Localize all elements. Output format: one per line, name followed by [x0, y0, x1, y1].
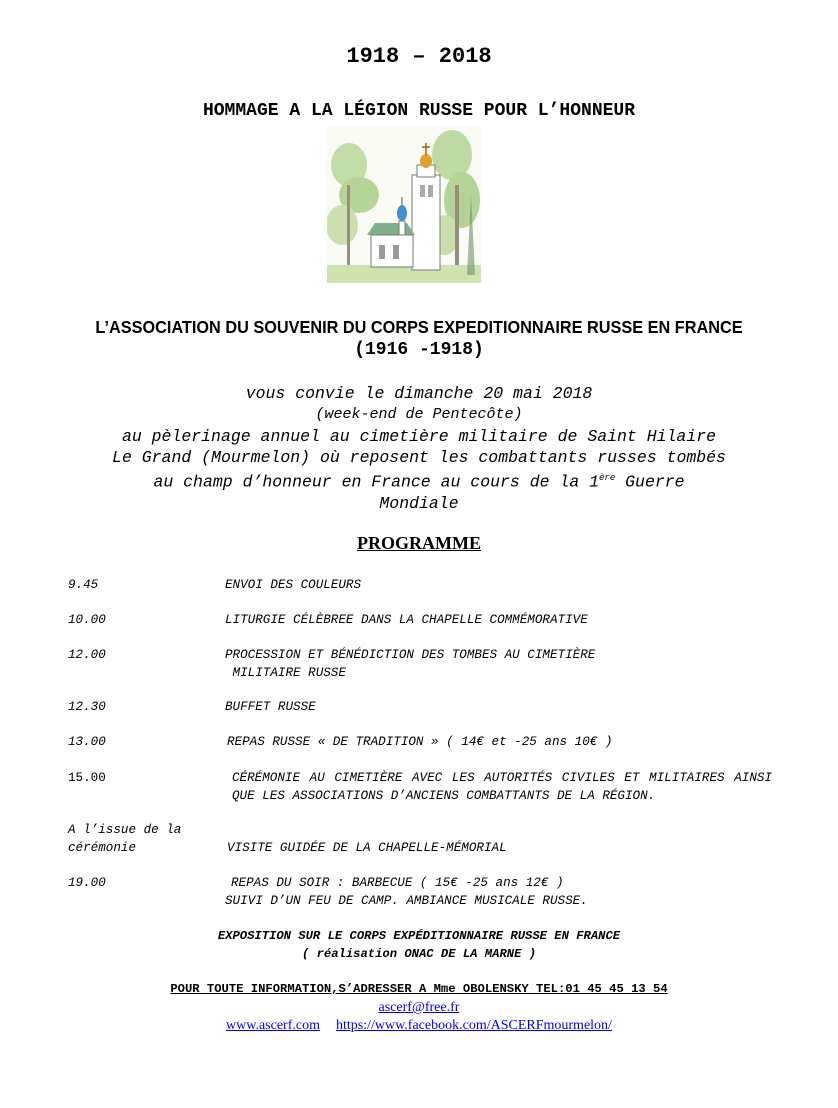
invitation-line: Le Grand (Mourmelon) où reposent les combattants russes tombés [112, 447, 726, 467]
programme-time: 13.00 [68, 735, 106, 749]
page-title: 1918 – 2018 [346, 44, 492, 69]
invitation-line: vous convie le dimanche 20 mai 2018 [245, 384, 593, 403]
programme-text: LITURGIE CÉLÈBREE DANS LA CHAPELLE COMMÉMORATIVE [225, 613, 588, 627]
programme-time: 19.00 [68, 876, 106, 890]
programme-text: BUFFET RUSSE [225, 700, 316, 714]
programme-time: A l’issue de la cérémonie [68, 823, 182, 855]
invitation-line: au champ d’honneur en France au cours de la 1ère Guerre [153, 472, 685, 492]
programme-text: CÉRÉMONIE AU CIMETIÈRE AVEC LES AUTORITÉS CIVILES ET MILITAIRES AINSI QUE LES ASSOCIATIONS D’ANCIENS COMBATTANTS DE LA RÉGION. [232, 771, 772, 803]
association-name: L’ASSOCIATION DU SOUVENIR DU CORPS EXPEDITIONNAIRE RUSSE EN FRANCE [95, 317, 743, 337]
programme-heading: PROGRAMME [357, 533, 481, 553]
programme-time: 15.00 [68, 771, 106, 785]
invitation-line: Mondiale [379, 493, 459, 513]
programme-time: 9.45 [68, 578, 99, 592]
programme-text: VISITE GUIDÉE DE LA CHAPELLE-MÉMORIAL [227, 841, 507, 855]
association-years: (1916 -1918) [354, 340, 484, 360]
programme-time: 10.00 [68, 613, 106, 627]
subtitle: HOMMAGE A LA LÉGION RUSSE POUR L’HONNEUR [202, 101, 636, 121]
programme-text: PROCESSION ET BÉNÉDICTION DES TOMBES AU CIMETIÈRE MILITAIRE RUSSE [225, 648, 596, 680]
programme-time: 12.00 [68, 648, 106, 662]
email-link[interactable]: ascerf@free.fr [378, 1000, 460, 1015]
programme-text: REPAS RUSSE « DE TRADITION » ( 14€ et -25 ans 10€ ) [227, 735, 613, 749]
invitation-line: (week-end de Pentecôte) [315, 406, 523, 424]
invitation-line: au pèlerinage annuel au cimetière militaire de Saint Hilaire [121, 426, 717, 446]
programme-time: 12.30 [68, 700, 106, 714]
exposition-text: EXPOSITION SUR LE CORPS EXPÉDITIONNAIRE RUSSE EN FRANCE ( réalisation ONAC DE LA MARNE ) [217, 929, 621, 961]
programme-text: ENVOI DES COULEURS [225, 578, 362, 592]
programme-text: REPAS DU SOIR : BARBECUE ( 15€ -25 ans 12€ ) SUIVI D’UN FEU DE CAMP. AMBIANCE MUSICALE RUSSE. [225, 876, 588, 908]
facebook-link[interactable]: https://www.facebook.com/ASCERFmourmelon/ [335, 1018, 612, 1033]
chapel-illustration [327, 125, 481, 283]
contact-info: POUR TOUTE INFORMATION,S’ADRESSER A Mme OBOLENSKY TEL:01 45 45 13 54 [170, 982, 668, 996]
website-link[interactable]: www.ascerf.com [226, 1018, 320, 1033]
invitation-text [0, 383, 838, 514]
